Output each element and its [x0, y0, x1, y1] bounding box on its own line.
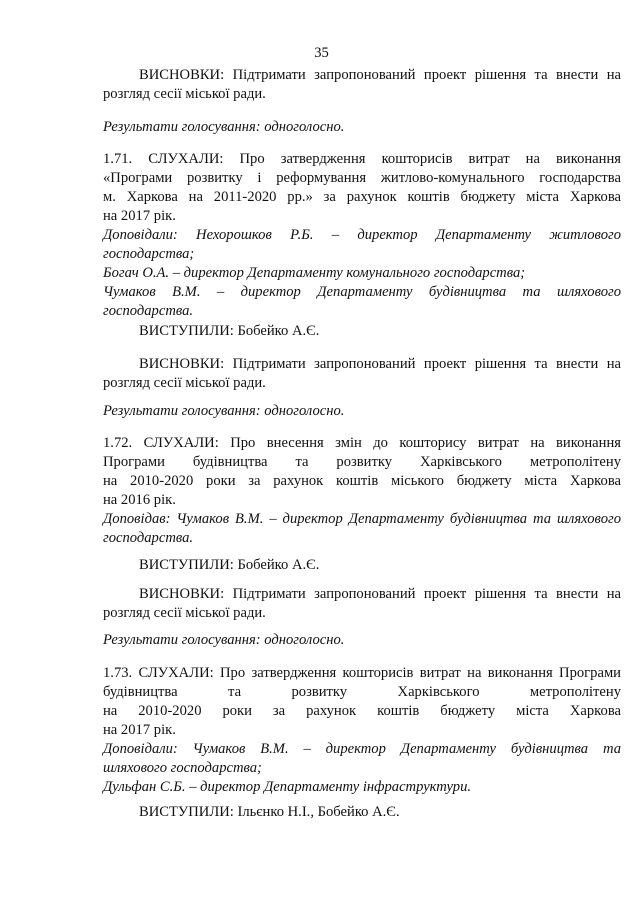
- item-line: на 2017 рік.: [103, 722, 176, 738]
- item-1-72-speakers: [103, 556, 621, 575]
- item-1-72-voting: [103, 631, 621, 650]
- reporter-line: господарства;: [103, 246, 195, 262]
- item-1-73: [103, 664, 621, 797]
- item-line: 1.71. СЛУХАЛИ: Про затвердження кошторисів витрат на виконання: [103, 151, 621, 167]
- conclusion-line: ВИСНОВКИ: Підтримати запропонований проект рішення та внести на: [139, 586, 621, 602]
- intro-voting: [103, 118, 621, 137]
- item-line: м. Харкова на 2011-2020 рр.» за рахунок коштів бюджету міста Харкова: [103, 189, 621, 205]
- item-line: 1.72. СЛУХАЛИ: Про внесення змін до кошторису витрат на виконання: [103, 435, 621, 451]
- conclusion-line: розгляд сесії міської ради.: [103, 375, 266, 391]
- speakers-line: ВИСТУПИЛИ: Бобейко А.Є.: [139, 323, 320, 339]
- item-line: на 2016 рік.: [103, 492, 176, 508]
- reporter-line: господарства.: [103, 303, 194, 319]
- intro-conclusion: [103, 66, 621, 104]
- item-1-72: [103, 434, 621, 548]
- item-line: будівництва та розвитку Харківського метрополітену: [103, 684, 621, 700]
- reporter-line: Доповідав: Чумаков В.М. – директор Департаменту будівництва та шляхового: [103, 511, 621, 527]
- voting-result: Результати голосування: одноголосно.: [103, 403, 345, 419]
- item-line: «Програми розвитку і реформування житлово-комунального господарства: [103, 170, 621, 186]
- item-line: на 2010-2020 роки за рахунок коштів бюджету міста Харкова: [103, 703, 621, 719]
- item-1-71-speakers: [103, 322, 621, 341]
- conclusion-line: ВИСНОВКИ: Підтримати запропонований проект рішення та внести на: [139, 356, 621, 372]
- reporter-line: Богач О.А. – директор Департаменту комунального господарства;: [103, 265, 526, 281]
- reporter-line: шляхового господарства;: [103, 760, 262, 776]
- item-line: на 2017 рік.: [103, 208, 176, 224]
- reporter-line: Доповідали: Чумаков В.М. – директор Департаменту будівництва та: [103, 741, 621, 757]
- item-line: Програми будівництва та розвитку Харківського метрополітену: [103, 454, 621, 470]
- conclusion-line: ВИСНОВКИ: Підтримати запропонований проект рішення та внести на: [139, 67, 621, 83]
- item-1-71-voting: [103, 402, 621, 421]
- speakers-line: ВИСТУПИЛИ: Бобейко А.Є.: [139, 557, 320, 573]
- voting-result: Результати голосування: одноголосно.: [103, 119, 345, 135]
- item-line: на 2010-2020 роки за рахунок коштів міського бюджету міста Харкова: [103, 473, 621, 489]
- conclusion-line: розгляд сесії міської ради.: [103, 86, 266, 102]
- reporter-line: Дульфан С.Б. – директор Департаменту інфраструктури.: [103, 779, 472, 795]
- speakers-line: ВИСТУПИЛИ: Ільєнко Н.І., Бобейко А.Є.: [139, 804, 400, 820]
- page-number: 35: [314, 45, 329, 61]
- reporter-line: Чумаков В.М. – директор Департаменту будівництва та шляхового: [103, 284, 621, 300]
- conclusion-line: розгляд сесії міської ради.: [103, 605, 266, 621]
- reporter-line: господарства.: [103, 530, 194, 546]
- item-1-73-speakers: [103, 803, 621, 822]
- item-1-72-conclusion: [103, 585, 621, 623]
- reporter-line: Доповідали: Нехорошков Р.Б. – директор Департаменту житлового: [103, 227, 621, 243]
- item-1-71-conclusion: [103, 355, 621, 393]
- item-line: 1.73. СЛУХАЛИ: Про затвердження кошторисів витрат на виконання Програми: [103, 665, 621, 681]
- voting-result: Результати голосування: одноголосно.: [103, 632, 345, 648]
- item-1-71: [103, 150, 621, 321]
